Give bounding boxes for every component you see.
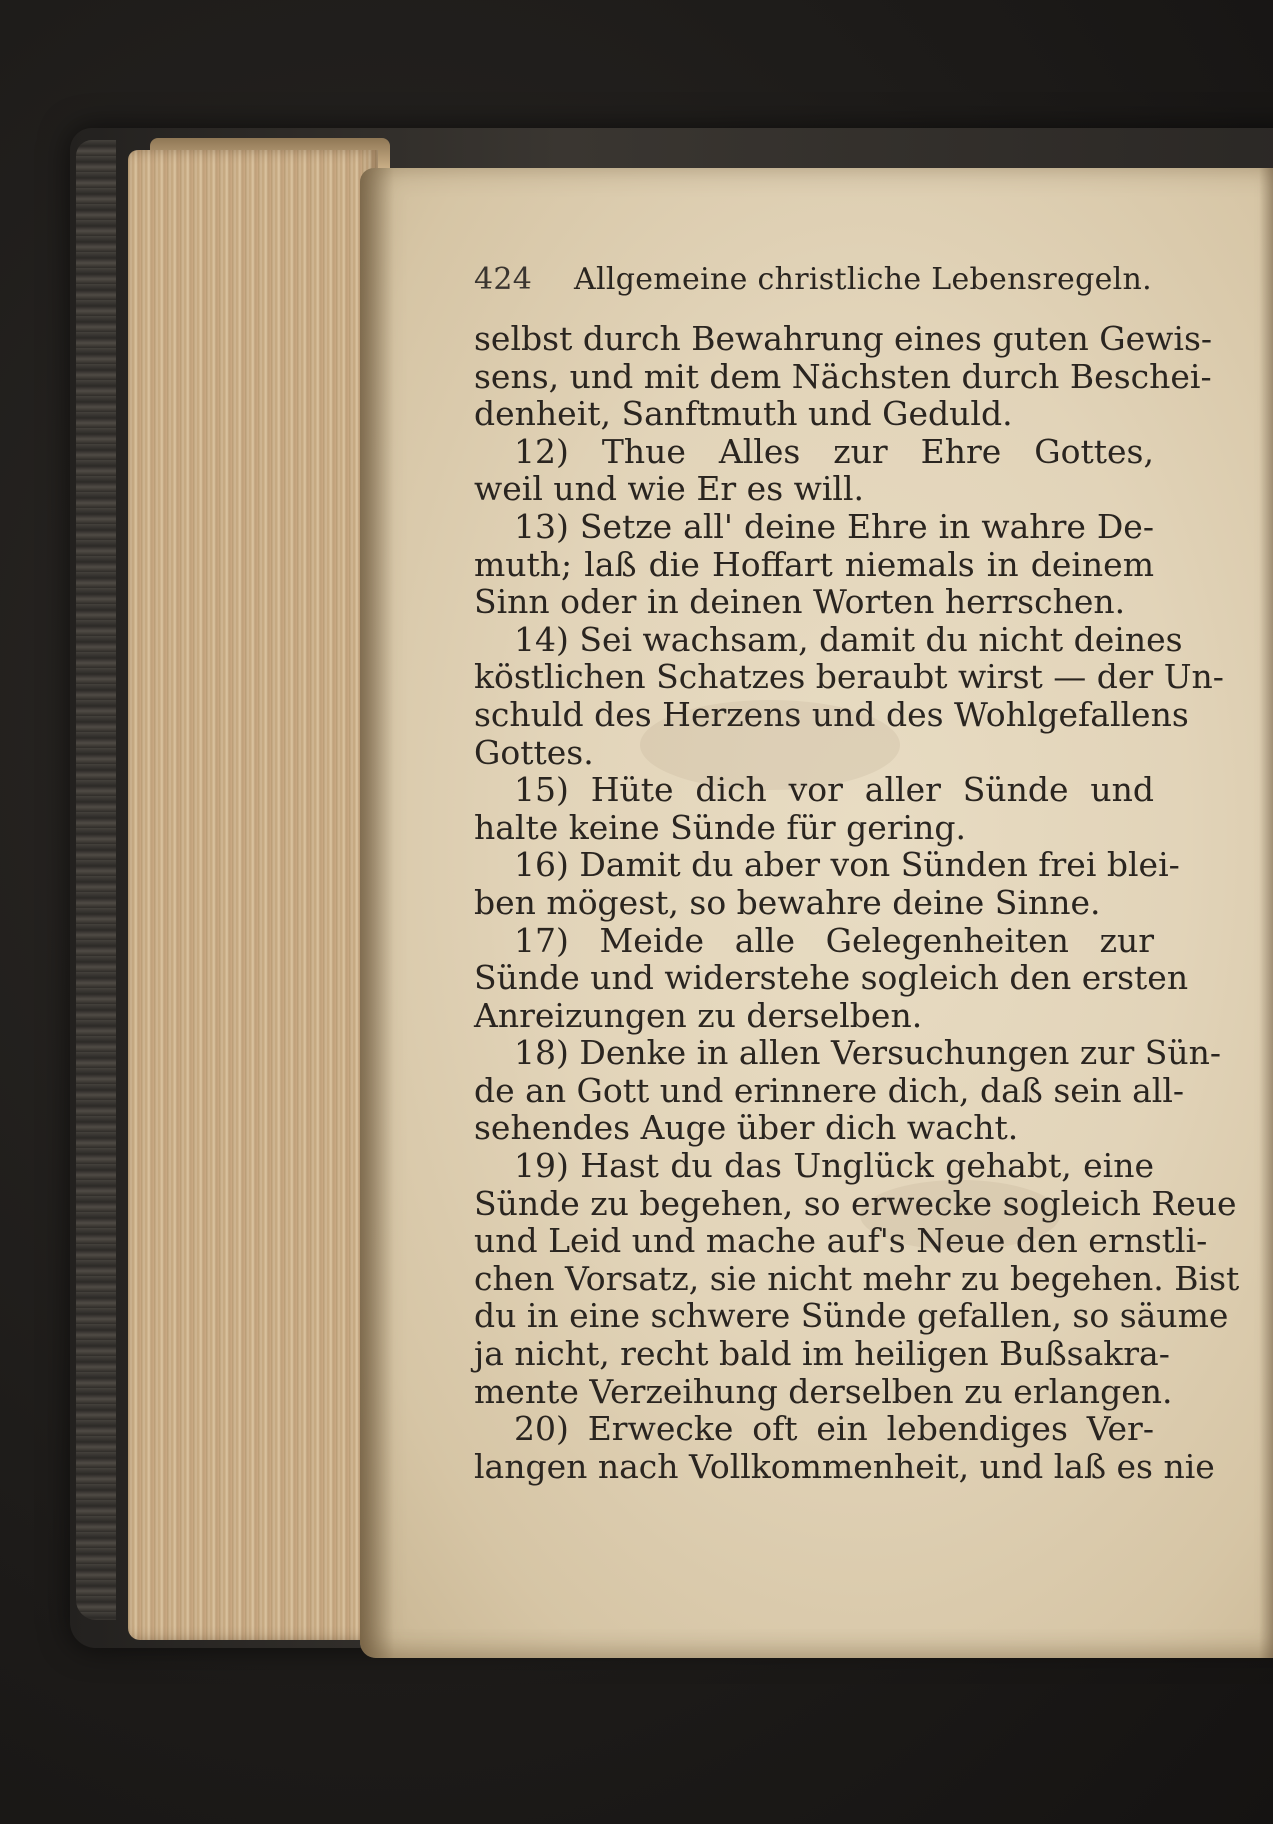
text-line: schuld des Herzens und des Wohlgefallens [474,694,1189,734]
text-line: Gottes. [474,732,594,772]
text-line: 19) Hast du das Unglück gehabt, eine [514,1146,1154,1186]
text-line: weil und wie Er es will. [474,469,865,509]
text-line: sens, und mit dem Nächsten durch Beschei- [474,356,1212,396]
text-line: sehendes Auge über dich wacht. [474,1108,1019,1148]
text-line: köstlichen Schatzes beraubt wirst — der Un- [474,657,1224,697]
page-header [474,262,1154,306]
page-stack [128,150,378,1640]
text-line: 18) Denke in allen Versuchungen zur Sün- [514,1033,1222,1073]
page-text [474,262,1240,1486]
text-line: 20) Erwecke oft ein lebendiges Ver- [514,1409,1154,1449]
text-line: du in eine schwere Sünde gefallen, so säume [474,1296,1229,1336]
text-line: Anreizungen zu derselben. [474,995,923,1035]
text-line: 17) Meide alle Gelegenheiten zur [514,920,1154,960]
running-head: Allgemeine christliche Lebensregeln. [574,262,1152,297]
text-line: selbst durch Bewahrung eines guten Gewis- [474,319,1213,358]
page-right-edge [1259,168,1273,1658]
text-line: 16) Damit du aber von Sünden frei blei- [514,845,1180,885]
text-line: langen nach Vollkommenheit, und laß es nie [474,1446,1215,1486]
text-line: 12) Thue Alles zur Ehre Gottes, [514,431,1154,471]
text-line: 13) Setze all' deine Ehre in wahre De- [514,506,1154,546]
book-spine-edge [76,140,116,1620]
text-line: muth; laß die Hoffart niemals in deinem [474,544,1154,584]
text-line: und Leid und mache auf's Neue den ernstli- [474,1221,1208,1261]
text-line: de an Gott und erinnere dich, daß sein all- [474,1070,1185,1110]
text-line: chen Vorsatz, sie nicht mehr zu begehen. Bist [474,1258,1240,1298]
text-line: mente Verzeihung derselben zu erlangen. [474,1371,1173,1411]
text-line: ben mögest, so bewahre deine Sinne. [474,882,1101,922]
page-number: 424 [474,262,533,297]
text-line: 15) Hüte dich vor aller Sünde und [514,770,1154,810]
text-line: Sinn oder in deinen Worten herrschen. [474,582,1126,622]
text-line: Sünde zu begehen, so erwecke sogleich Reue [474,1183,1237,1223]
body-text [474,319,1240,1486]
text-line: ja nicht, recht bald im heiligen Bußsakra- [474,1334,1170,1374]
text-line: denheit, Sanftmuth und Geduld. [474,394,1013,434]
page-gutter-shadow [360,168,394,1658]
text-line: halte keine Sünde für gering. [474,807,966,847]
text-line: Sünde und widerstehe sogleich den ersten [474,958,1189,998]
text-line: 14) Sei wachsam, damit du nicht deines [514,619,1183,659]
